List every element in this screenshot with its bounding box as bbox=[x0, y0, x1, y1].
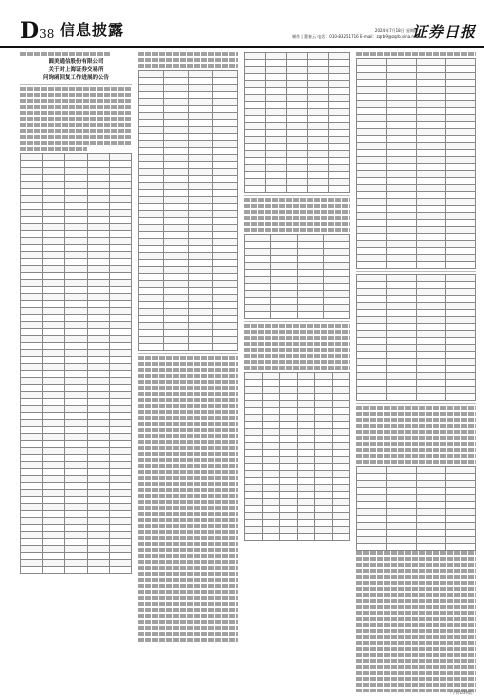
article-title-2: 问询函回复工作进展的公告 bbox=[42, 75, 109, 81]
data-table-8 bbox=[356, 466, 476, 551]
page-header bbox=[0, 0, 484, 48]
brand-logo: 证券日报 bbox=[411, 23, 476, 41]
data-table-2 bbox=[138, 70, 238, 351]
page-footer-label: （下转D39版） bbox=[447, 690, 476, 695]
column-1 bbox=[20, 52, 132, 692]
contact-line: 制作 | 董春云 电话：010-83251716 E-mail：zqrb9@zqrb.sina.net bbox=[292, 34, 418, 39]
date-line: 2024年7月18日 星期四 bbox=[374, 28, 418, 33]
data-table-4 bbox=[244, 234, 350, 319]
article-company: 圆美通信股份有限公司 bbox=[48, 59, 104, 65]
section-title: 信息披露 bbox=[60, 21, 125, 39]
article-title-1: 关于对上海证券交易所 bbox=[48, 67, 104, 73]
page-number: D38 bbox=[20, 18, 55, 44]
data-table-6 bbox=[356, 58, 476, 269]
column-4 bbox=[356, 52, 476, 692]
column-3 bbox=[244, 52, 350, 692]
column-2 bbox=[138, 52, 238, 692]
article-body-1 bbox=[20, 87, 132, 151]
data-table-3 bbox=[244, 52, 350, 193]
data-table-1 bbox=[20, 153, 132, 574]
data-table-5 bbox=[244, 372, 350, 541]
data-table-7 bbox=[356, 274, 476, 401]
header-meta bbox=[278, 28, 418, 40]
